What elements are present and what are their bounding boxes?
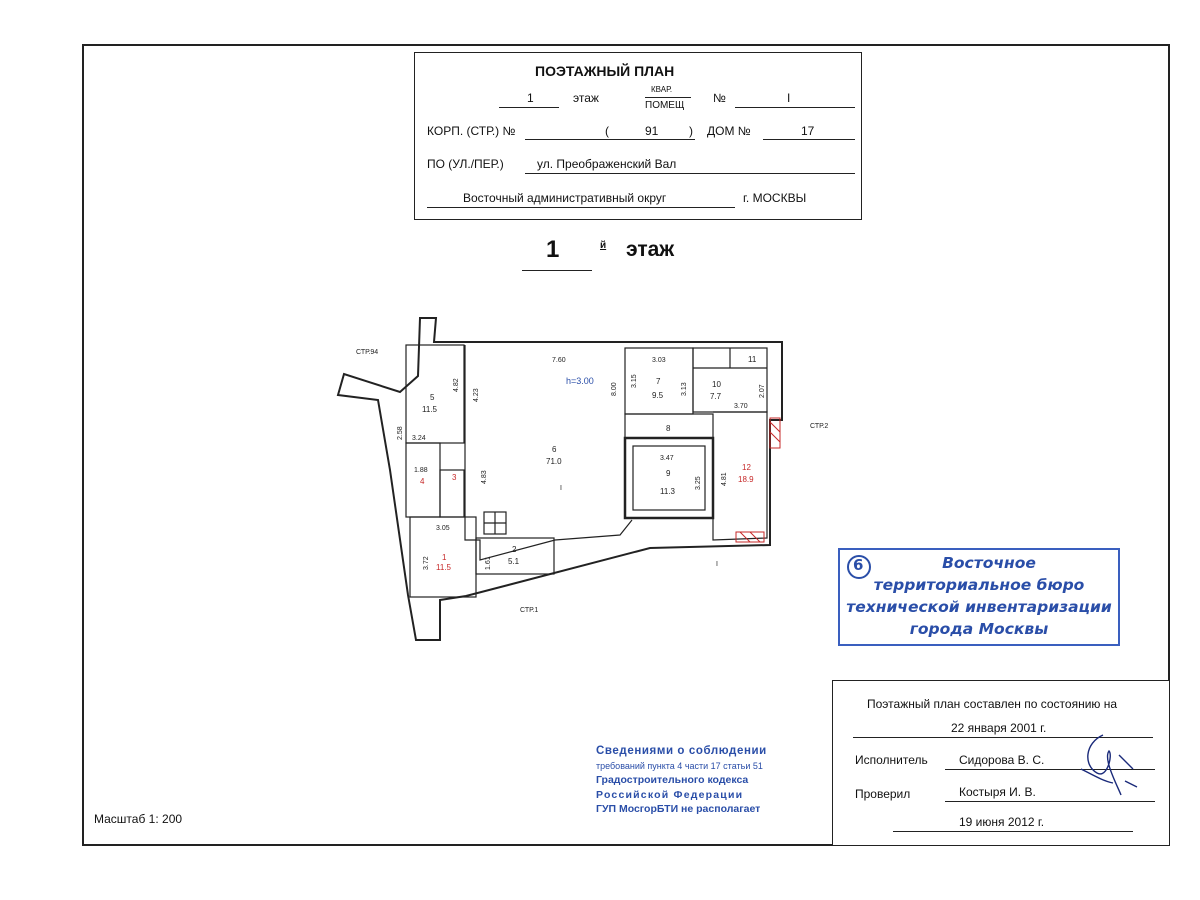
- room-number: 1: [442, 553, 447, 562]
- executor-label: Исполнитель: [855, 753, 928, 767]
- room-area: 18.9: [738, 475, 754, 484]
- kvar-label: КВАР.: [651, 85, 673, 94]
- note-line5: ГУП МосгорБТИ не располагает: [596, 803, 761, 815]
- room-area: 9.5: [652, 391, 664, 400]
- dim-label: 3.47: [660, 455, 674, 462]
- floor-value: 1: [527, 91, 534, 105]
- number-value: I: [787, 91, 791, 105]
- dim-label: 2.07: [759, 384, 766, 398]
- room-number: 11: [748, 355, 757, 364]
- floor-label: этаж: [573, 91, 599, 105]
- room-area: 11.5: [422, 405, 437, 414]
- note-line4: Российской Федерации: [596, 788, 744, 801]
- stamp-line4: города Москвы: [909, 620, 1049, 638]
- label-height: h=3.00: [566, 376, 594, 386]
- checked-name: Костыря И. В.: [959, 785, 1036, 799]
- pomesch-label: ПОМЕЩ: [645, 100, 685, 111]
- korp-value: 91: [645, 124, 659, 138]
- street-label: ПО (УЛ./ПЕР.): [427, 157, 504, 171]
- floor-suffix: й: [600, 240, 607, 251]
- room-number: 8: [666, 424, 671, 433]
- dim-label: 3.15: [631, 374, 638, 388]
- room-area: 5.1: [508, 557, 520, 566]
- dim-label: 4.83: [481, 470, 488, 484]
- street-value: ул. Преображенский Вал: [537, 157, 677, 171]
- room-number: 9: [666, 469, 671, 478]
- dom-label: ДОМ №: [707, 124, 751, 138]
- executor-name: Сидорова В. С.: [959, 753, 1045, 767]
- signature: [1073, 725, 1143, 803]
- stamp-circle-number: 6: [853, 556, 864, 574]
- note-line2: требований пункта 4 части 17 статьи 51: [596, 760, 763, 771]
- dim-label: 8.00: [611, 382, 618, 396]
- dim-label: 3.70: [734, 403, 748, 410]
- korp-close: ): [689, 124, 693, 138]
- dim-label: 3.72: [423, 556, 430, 570]
- label-str1: СТР.1: [520, 607, 539, 614]
- room-number: 2: [512, 545, 517, 554]
- district-value: Восточный административный округ: [463, 191, 667, 205]
- room-number: 4: [420, 477, 425, 486]
- note-line1: Сведениями о соблюдении: [596, 745, 767, 757]
- composed-date: 22 января 2001 г.: [951, 721, 1047, 735]
- room-number: 5: [430, 393, 435, 402]
- label-str2: СТР.2: [810, 423, 829, 430]
- note-line3: Градостроительного кодекса: [596, 774, 749, 786]
- dim-label: 3.24: [412, 435, 426, 442]
- label-roman-hall: I: [560, 485, 562, 492]
- composed-label: Поэтажный план составлен по состоянию на: [867, 697, 1118, 711]
- dim-label: 1.88: [414, 467, 428, 474]
- checked-label: Проверил: [855, 787, 911, 801]
- info-block: [832, 680, 1170, 846]
- room-number: 3: [452, 473, 457, 482]
- city-value: г. МОСКВЫ: [743, 191, 807, 205]
- dim-label: 4.23: [473, 388, 480, 402]
- dim-label: 4.81: [721, 472, 728, 486]
- dim-label: 3.03: [652, 357, 666, 364]
- dim-label: 3.25: [695, 476, 702, 490]
- floor-number: 1: [546, 236, 560, 263]
- floor-word: этаж: [626, 238, 675, 261]
- room-area: 11.5: [436, 563, 451, 572]
- room-number: 12: [742, 463, 751, 472]
- label-str94: СТР.94: [356, 349, 379, 356]
- dim-label: 1.61: [485, 556, 492, 570]
- dim-label: 2.58: [397, 426, 404, 440]
- room-number: 10: [712, 380, 721, 389]
- scale-label: Масштаб 1: 200: [94, 812, 183, 826]
- room-area: 71.0: [546, 457, 562, 466]
- korp-open: (: [605, 124, 609, 138]
- room-area: 11.3: [660, 487, 675, 496]
- label-roman: I: [716, 561, 718, 568]
- checked-date: 19 июня 2012 г.: [959, 815, 1045, 829]
- korp-label: КОРП. (СТР.) №: [427, 124, 516, 138]
- plan-title: ПОЭТАЖНЫЙ ПЛАН: [535, 63, 675, 79]
- dim-label: 7.60: [552, 357, 566, 364]
- stamp-line2: территориальное бюро: [873, 576, 1085, 594]
- room-number: 6: [552, 445, 557, 454]
- stamp-line3: технической инвентаризации: [846, 598, 1112, 616]
- dim-label: 3.13: [681, 382, 688, 396]
- dim-label: 3.05: [436, 525, 450, 532]
- number-label: №: [713, 91, 726, 105]
- dim-label: 4.82: [453, 378, 460, 392]
- compliance-note: [596, 744, 767, 817]
- room-number: 7: [656, 377, 661, 386]
- room-area: 7.7: [710, 392, 722, 401]
- dom-value: 17: [801, 124, 815, 138]
- stamp-line1: Восточное: [942, 554, 1036, 572]
- bti-stamp: [838, 548, 1120, 646]
